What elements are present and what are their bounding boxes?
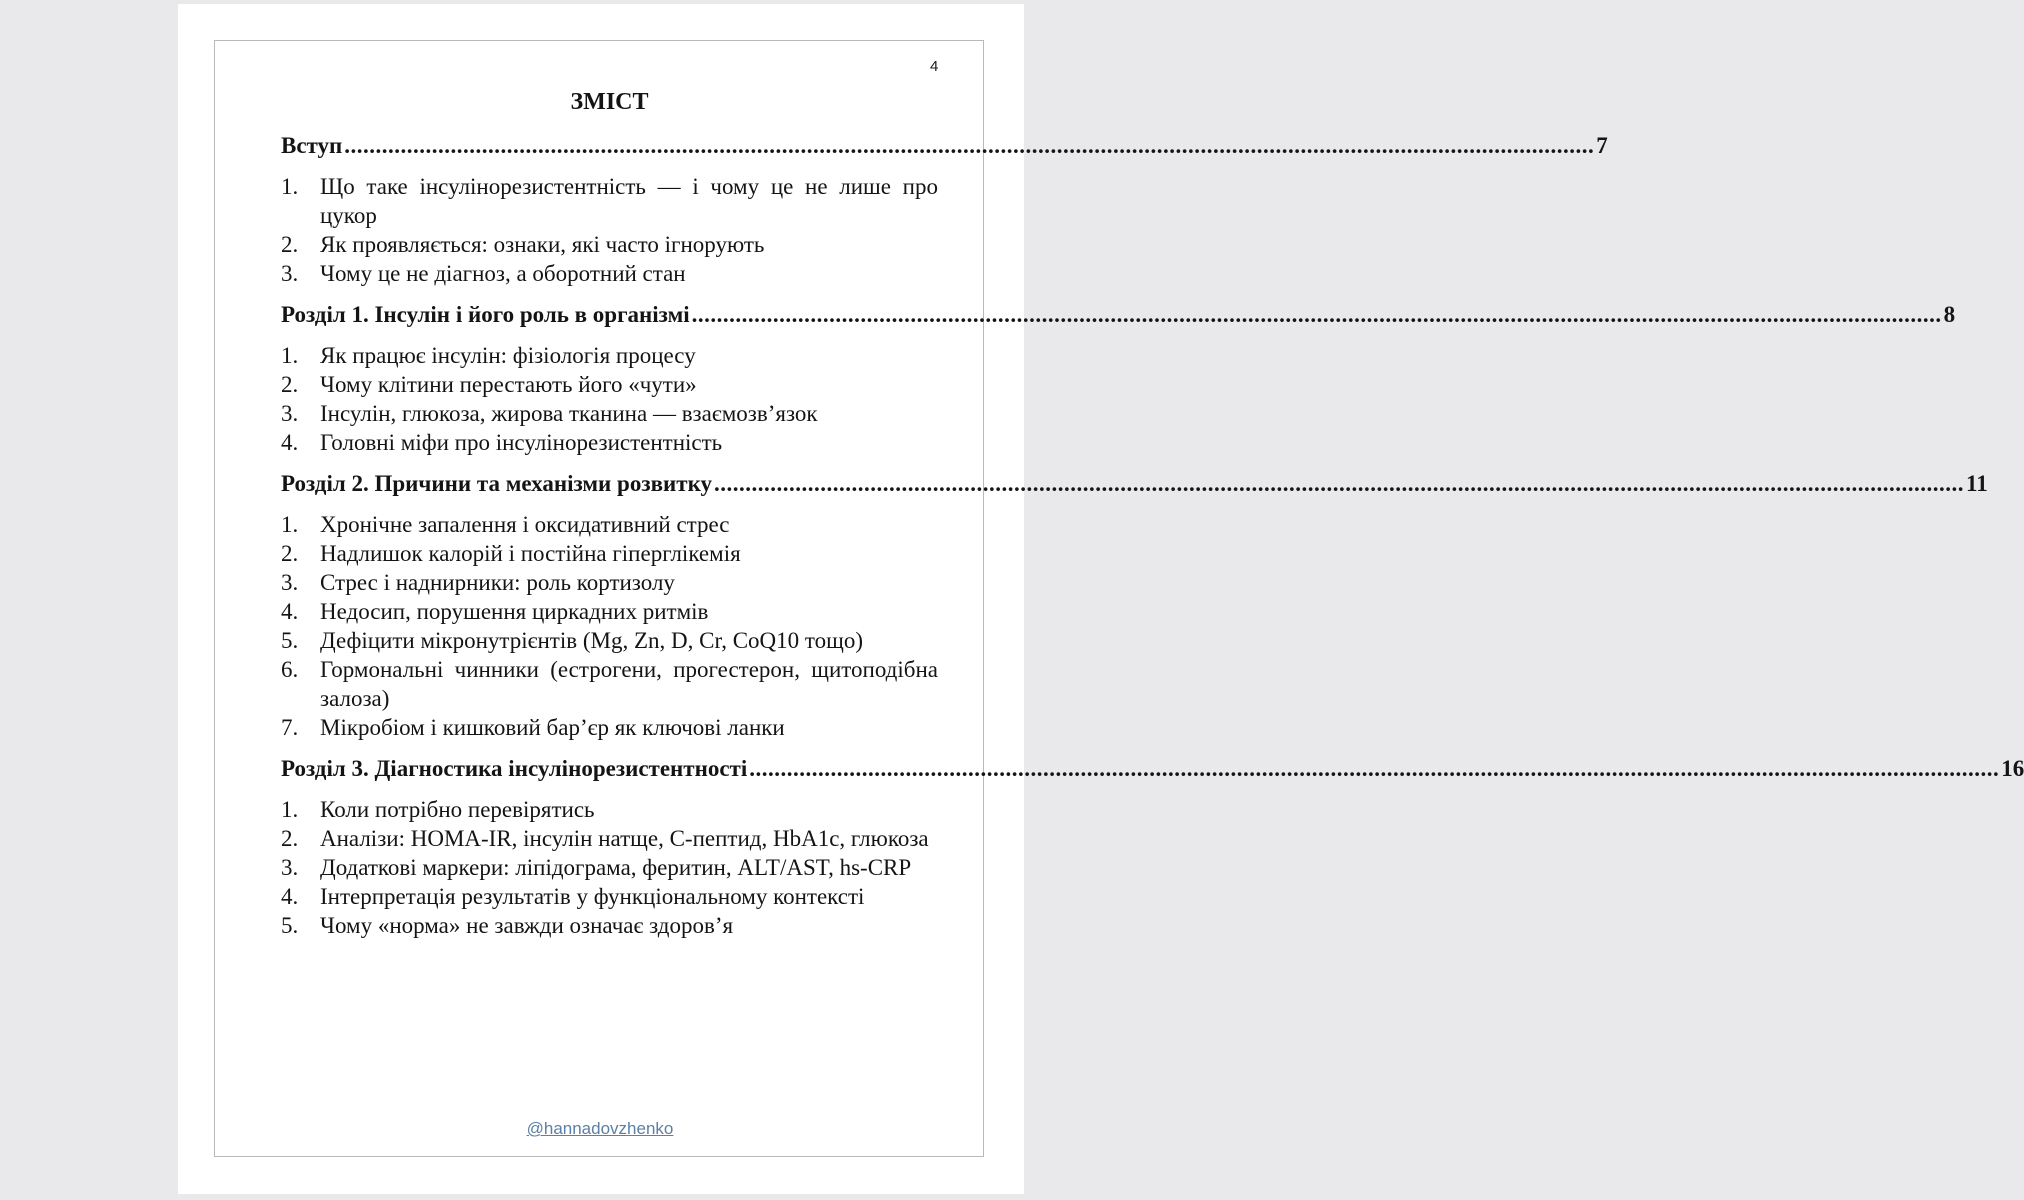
section-heading	[281, 468, 1988, 500]
toc-list-item	[281, 539, 938, 568]
item-number: 4.	[281, 884, 299, 909]
toc-list-item	[281, 824, 938, 853]
author-handle-link[interactable]: @hannadovzhenko	[526, 1119, 674, 1138]
item-text: Надлишок калорій і постійна гіперглікемія	[320, 541, 741, 566]
toc-list-item	[281, 882, 938, 911]
toc-list-item	[281, 911, 938, 940]
toc-list-item	[281, 259, 938, 288]
item-number: 1.	[281, 174, 299, 199]
item-text: Аналізи: HOMA-IR, інсулін натще, С-пептид, HbA1c, глюкоза	[320, 826, 929, 851]
toc-list-item	[281, 370, 938, 399]
item-text: Гормональні чинники (естрогени, прогестерон, щитоподібна залоза)	[320, 657, 938, 711]
section-heading-text: Вступ	[281, 133, 343, 158]
section-heading	[281, 299, 1956, 331]
page-number: 4	[930, 58, 939, 75]
item-text: Стрес і наднирники: роль кортизолу	[320, 570, 675, 595]
item-number: 2.	[281, 232, 299, 257]
section-heading-text: Розділ 1. Інсулін і його роль в організмі	[281, 302, 690, 327]
toc-list-item	[281, 341, 938, 370]
toc-list-item	[281, 597, 938, 626]
toc-list-item	[281, 713, 938, 742]
section-item-list	[281, 510, 938, 742]
toc-list-item	[281, 626, 938, 655]
toc-title: ЗМІСТ	[570, 89, 649, 115]
toc-list-item	[281, 853, 938, 882]
section-page-number: 11	[1966, 471, 1988, 496]
item-number: 1.	[281, 512, 299, 537]
section-heading	[281, 130, 1608, 162]
item-number: 1.	[281, 797, 299, 822]
item-number: 5.	[281, 628, 299, 653]
toc-list-item	[281, 172, 938, 230]
item-text: Дефіцити мікронутрієнтів (Mg, Zn, D, Cr, CoQ10 тощо)	[320, 628, 864, 653]
item-text: Недосип, порушення циркадних ритмів	[320, 599, 709, 624]
item-text: Коли потрібно перевірятись	[320, 797, 595, 822]
item-text: Чому «норма» не завжди означає здоров’я	[320, 913, 734, 938]
toc-list-item	[281, 428, 938, 457]
toc-list-item	[281, 655, 938, 713]
item-number: 2.	[281, 372, 299, 397]
item-text: Інтерпретація результатів у функціональному контексті	[320, 884, 865, 909]
section-page-number: 8	[1943, 302, 1956, 327]
table-of-contents	[281, 86, 2024, 951]
item-text: Що таке інсулінорезистентність — і чому це не лише про цукор	[320, 174, 938, 228]
toc-sections	[281, 130, 2024, 940]
dot-leader: ........................................................................................................................................................................................................	[714, 471, 1964, 496]
section-heading	[281, 753, 2024, 785]
item-number: 4.	[281, 599, 299, 624]
item-number: 4.	[281, 430, 299, 455]
dot-leader: ........................................................................................................................................................................................................	[691, 302, 1942, 327]
toc-list-item	[281, 230, 938, 259]
item-text: Чому клітини перестають його «чути»	[320, 372, 697, 397]
item-text: Як працює інсулін: фізіологія процесу	[320, 343, 696, 368]
section-item-list	[281, 795, 938, 940]
item-text: Додаткові маркери: ліпідограма, феритин, ALT/AST, hs-CRP	[320, 855, 912, 880]
item-number: 3.	[281, 570, 299, 595]
section-item-list	[281, 341, 938, 457]
item-text: Чому це не діагноз, а оборотний стан	[320, 261, 686, 286]
section-heading-text: Розділ 2. Причини та механізми розвитку	[281, 471, 712, 496]
dot-leader: ........................................................................................................................................................................................................	[344, 133, 1595, 158]
item-text: Головні міфи про інсулінорезистентність	[320, 430, 723, 455]
item-number: 3.	[281, 855, 299, 880]
toc-list-item	[281, 510, 938, 539]
item-number: 1.	[281, 343, 299, 368]
item-number: 3.	[281, 261, 299, 286]
toc-list-item	[281, 568, 938, 597]
section-heading-text: Розділ 3. Діагностика інсулінорезистентності	[281, 756, 748, 781]
section-item-list	[281, 172, 938, 288]
item-text: Мікробіом і кишковий бар’єр як ключові ланки	[320, 715, 785, 740]
item-number: 5.	[281, 913, 299, 938]
toc-list-item	[281, 795, 938, 824]
section-page-number: 16	[2001, 756, 2024, 781]
item-number: 6.	[281, 657, 299, 682]
item-text: Інсулін, глюкоза, жирова тканина — взаємозв’язок	[320, 401, 818, 426]
item-text: Хронічне запалення і оксидативний стрес	[320, 512, 730, 537]
dot-leader: ........................................................................................................................................................................................................	[749, 756, 2000, 781]
section-page-number: 7	[1596, 133, 1608, 158]
item-number: 7.	[281, 715, 299, 740]
item-number: 2.	[281, 541, 299, 566]
item-number: 2.	[281, 826, 299, 851]
item-text: Як проявляється: ознаки, які часто ігнорують	[320, 232, 765, 257]
item-number: 3.	[281, 401, 299, 426]
toc-list-item	[281, 399, 938, 428]
